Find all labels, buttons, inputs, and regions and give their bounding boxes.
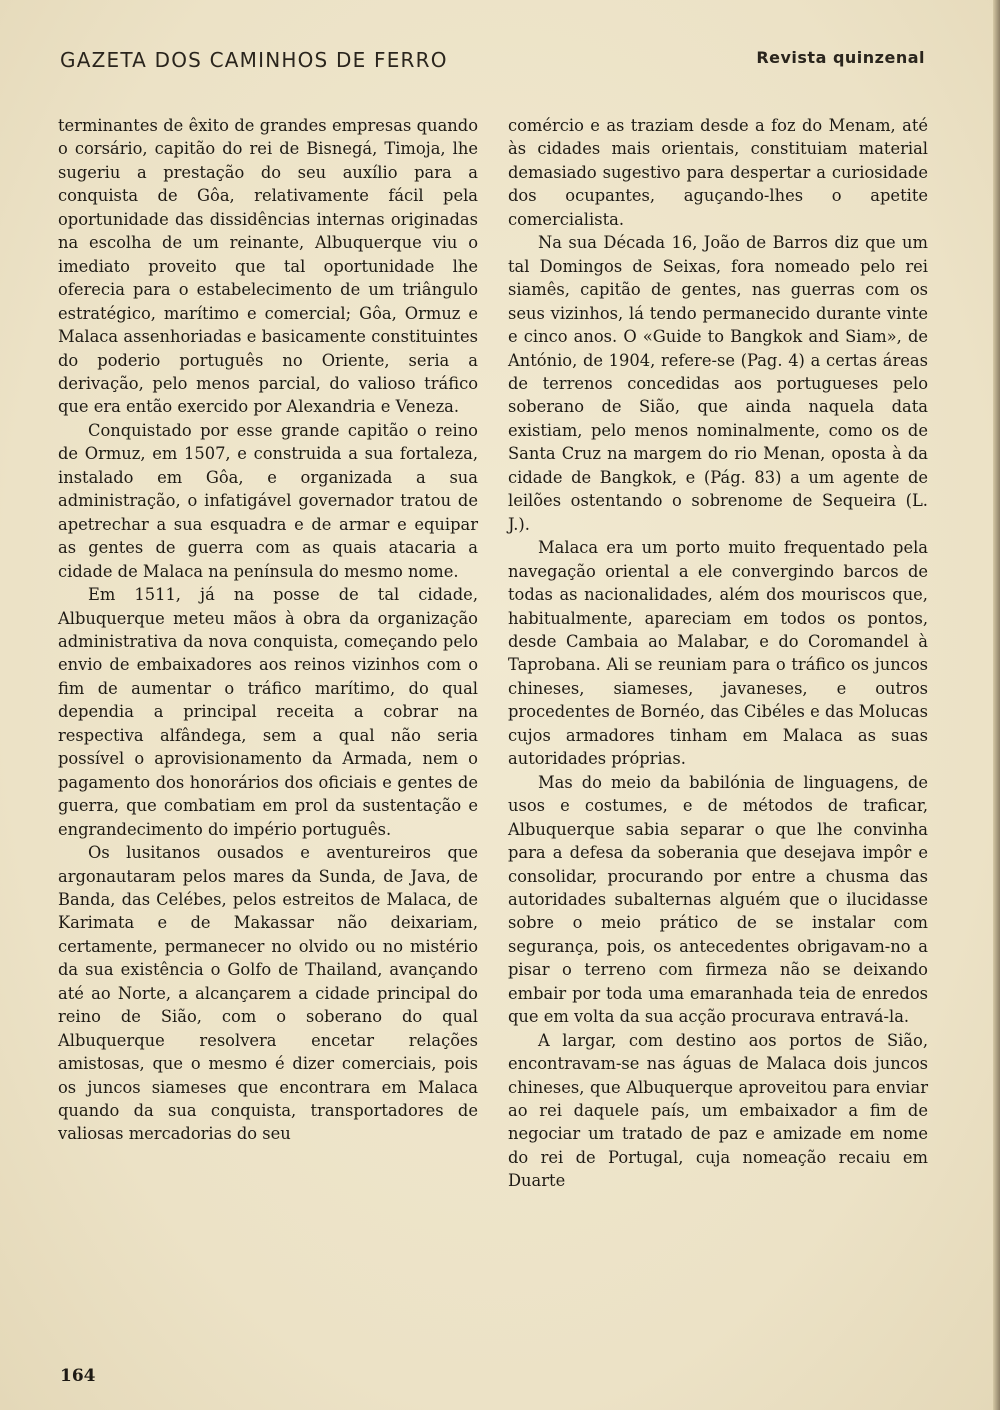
text-column-left	[58, 114, 478, 1146]
issue-frequency: Revista quinzenal	[756, 48, 925, 67]
paragraph: Malaca era um porto muito frequentado pela navegação oriental a ele convergindo barcos de todas as nacionalidades, além dos mouriscos que, habitualmente, apareciam em todos os pontos, desde Cambaia ao Malabar, e do Coromandel à Taprobana. Ali se reuniam para o tráfico os juncos chineses, siameses, javaneses, e outros procedentes de Bornéo, das Cibéles e das Molucas cujos armadores tinham em Malaca as suas autoridades próprias.	[508, 538, 928, 769]
paragraph: A largar, com destino aos portos de Sião, encontravam-se nas águas de Malaca dois juncos chineses, que Albuquerque aproveitou para enviar ao rei daquele país, um embaixador a fim de negociar um tratado de paz e amizade em nome do rei de Portugal, cuja nomeação recaiu em Duarte	[508, 1030, 928, 1191]
paragraph: comércio e as traziam desde a foz do Menam, até às cidades mais orientais, constituiam material demasiado sugestivo para despertar a curiosidade dos ocupantes, aguçando-lhes o apetite comercialista.	[508, 116, 928, 229]
journal-title: GAZETA DOS CAMINHOS DE FERRO	[60, 48, 448, 72]
paragraph: Conquistado por esse grande capitão o reino de Ormuz, em 1507, e construida a sua fortaleza, instalado em Gôa, e organizada a sua administração, o infatigável governador tratou de apetrechar a sua esquadra e de armar e equipar as gentes de guerra com as quais atacaria a cidade de Malaca na península do mesmo nome.	[58, 420, 478, 581]
paragraph: terminantes de êxito de grandes empresas quando o corsário, capitão do rei de Bisnegá, Timoja, lhe sugeriu a prestação do seu auxílio para a conquista de Gôa, relativamente fácil pela oportunidade das dissidências internas originadas na escolha de um reinante, Albuquerque viu o imediato proveito que tal oportunidade lhe oferecia para o estabelecimento de um triângulo estratégico, marítimo e comercial; Gôa, Ormuz e Malaca assenhoriadas e basicamente constituintes do poderio português no Oriente, seria a derivação, pelo menos parcial, do valioso tráfico que era então exercido por Alexandria e Veneza.	[58, 116, 478, 417]
paragraph: Os lusitanos ousados e aventureiros que argonautaram pelos mares da Sunda, de Java, de Banda, das Celébes, pelos estreitos de Malaca, de Karimata e de Makassar não deixariam, certamente, permanecer no olvido ou no mistério da sua existência o Golfo de Thailand, avançando até ao Norte, a alcançarem a cidade principal do reino de Sião, com o soberano do qual Albuquerque resolvera encetar relações amistosas, que o mesmo é dizer comerciais, pois os juncos siameses que encontrara em Malaca quando da sua conquista, transportadores de valiosas mercadorias do seu	[58, 843, 478, 1144]
text-column-right	[508, 114, 928, 1193]
running-header	[60, 48, 925, 82]
paragraph: Mas do meio da babilónia de linguagens, de usos e costumes, e de métodos de traficar, Albuquerque sabia separar o que lhe convinha para a defesa da soberania que desejava impôr e consolidar, procurando por entre a chusma das autoridades subalternas alguém que o ilucidasse sobre o meio prático de se instalar com segurança, pois, os antecedentes obrigavam-no a pisar o terreno com firmeza não se deixando embair por toda uma emaranhada teia de enredos que em volta da sua acção procurava entravá-la.	[508, 772, 928, 1027]
paragraph: Em 1511, já na posse de tal cidade, Albuquerque meteu mãos à obra da organização administrativa da nova conquista, começando pelo envio de embaixadores aos reinos vizinhos com o fim de aumentar o tráfico marítimo, do qual dependia a principal receita a cobrar na respectiva alfândega, sem a qual não seria possível o aprovisionamento da Armada, nem o pagamento dos honorários dos oficiais e gentes de guerra, que combatiam em prol da sustentação e engrandecimento do império português.	[58, 585, 478, 839]
page-edge	[993, 0, 1000, 1410]
paragraph: Na sua Década 16, João de Barros diz que um tal Domingos de Seixas, fora nomeado pelo rei siamês, capitão de gentes, nas guerras com os seus vizinhos, lá tendo permanecido durante vinte e cinco anos. O «Guide to Bangkok and Siam», de António, de 1904, refere-se (Pag. 4) a certas áreas de terrenos concedidas aos portugueses pelo soberano de Sião, que ainda naquela data existiam, pelo menos nominalmente, como os de Santa Cruz na margem do rio Menan, oposta à da cidade de Bangkok, e (Pág. 83) a um agente de leilões ostentando o sobrenome de Sequeira (L. J.).	[508, 233, 928, 534]
page-number: 164	[60, 1366, 96, 1386]
